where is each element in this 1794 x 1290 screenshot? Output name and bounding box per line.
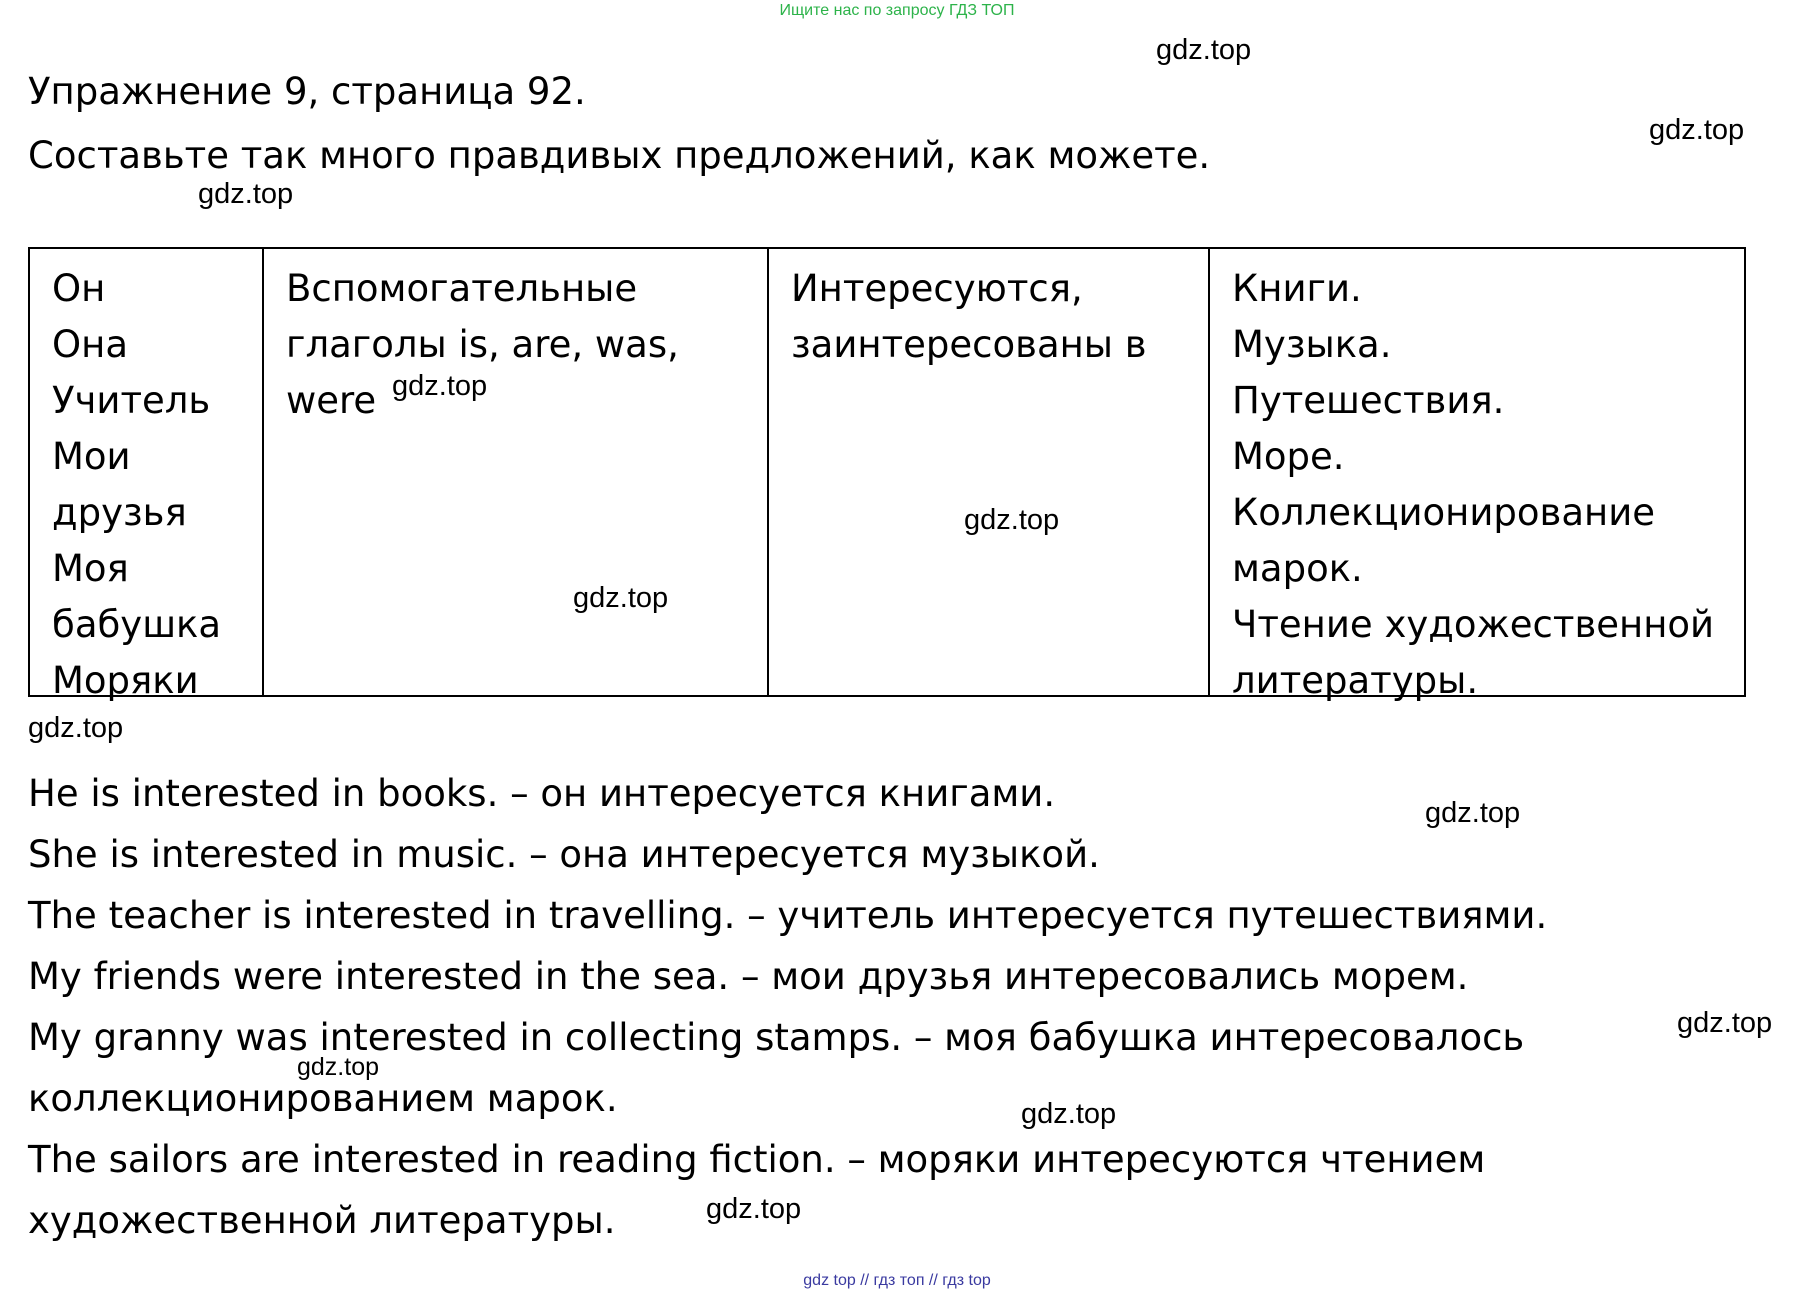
- exercise-title: Упражнение 9, страница 92.: [28, 70, 586, 113]
- table-column-objects: [1210, 249, 1744, 702]
- watermark: gdz.top: [198, 178, 294, 210]
- watermark: gdz.top: [297, 1053, 380, 1081]
- watermark: gdz.top: [964, 504, 1060, 536]
- table-cell-line: Он: [52, 267, 106, 310]
- watermark: gdz.top: [28, 712, 124, 744]
- table-cell-line: друзья: [52, 491, 187, 534]
- answer-line: She is interested in music. – она интересуется музыкой.: [28, 833, 1100, 876]
- answer-line: The sailors are interested in reading fiction. – моряки интересуются чтением: [28, 1138, 1486, 1181]
- table-cell-line: марок.: [1232, 547, 1363, 590]
- table-cell-line: Коллекционирование: [1232, 491, 1656, 534]
- task-instruction: Составьте так много правдивых предложений, как можете.: [28, 134, 1211, 177]
- answer-line: The teacher is interested in travelling. – учитель интересуется путешествиями.: [28, 894, 1548, 937]
- table-cell-line: бабушка: [52, 603, 222, 646]
- answers-block: [28, 763, 1628, 1251]
- table-cell-line: Мои: [52, 435, 131, 478]
- watermark: gdz.top: [1677, 1007, 1773, 1039]
- answer-line: коллекционированием марок.: [28, 1077, 618, 1120]
- watermark: gdz.top: [392, 370, 488, 402]
- watermark: gdz.top: [1156, 34, 1252, 66]
- answer-line: художественной литературы.: [28, 1199, 616, 1242]
- table-cell-line: Вспомогательные: [286, 267, 638, 310]
- table-cell-line: глаголы is, are, was,: [286, 323, 679, 366]
- table-column-subjects: [30, 249, 264, 702]
- table-cell-line: Чтение художественной: [1232, 603, 1715, 646]
- table-cell-line: Книги.: [1232, 267, 1362, 310]
- table-cell-line: Моряки: [52, 659, 199, 702]
- footer-links: gdz top // гдз топ // гдз top: [803, 1272, 991, 1289]
- watermark: gdz.top: [1021, 1098, 1117, 1130]
- watermark: gdz.top: [706, 1193, 802, 1225]
- table-cell-line: заинтересованы в: [791, 323, 1147, 366]
- table-cell-line: Путешествия.: [1232, 379, 1505, 422]
- table-column-verbs: [264, 249, 769, 695]
- table-cell-line: Учитель: [52, 379, 211, 422]
- table-cell-line: Музыка.: [1232, 323, 1392, 366]
- table-cell-line: Интересуются,: [791, 267, 1083, 310]
- answer-line: My granny was interested in collecting stamps. – моя бабушка интересовалось: [28, 1016, 1525, 1059]
- table-column-interested: [769, 249, 1210, 695]
- table-cell-line: литературы.: [1232, 659, 1479, 702]
- answer-line: My friends were interested in the sea. – мои друзья интересовались морем.: [28, 955, 1469, 998]
- table-cell-line: Она: [52, 323, 128, 366]
- table-cell-line: were: [286, 379, 377, 422]
- watermark: gdz.top: [573, 582, 669, 614]
- search-banner: Ищите нас по запросу ГДЗ ТОП: [779, 2, 1015, 19]
- table-cell-line: Моя: [52, 547, 129, 590]
- exercise-table: [28, 247, 1746, 702]
- answer-line: He is interested in books. – он интересуется книгами.: [28, 772, 1056, 815]
- watermark: gdz.top: [1425, 797, 1521, 829]
- table-cell-line: Море.: [1232, 435, 1345, 478]
- watermark: gdz.top: [1649, 114, 1745, 146]
